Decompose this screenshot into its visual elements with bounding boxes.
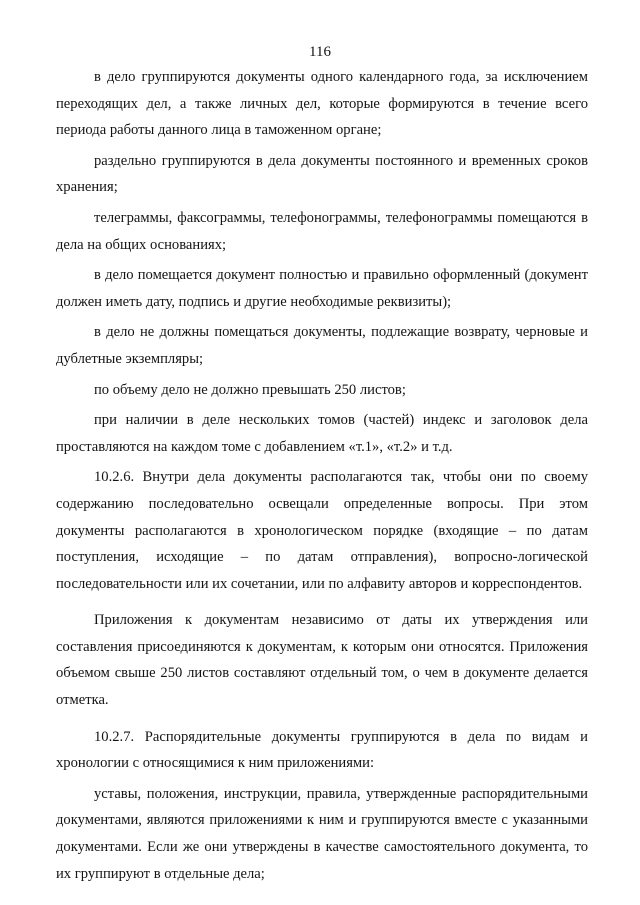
paragraph-2: раздельно группируются в дела документы постоянного и временных сроков хранения; [56,152,588,196]
paragraph-6: по объему дело не должно превышать 250 листов; [94,381,406,398]
paragraph-section-10-2-6: 10.2.6. Внутри дела документы располагаются так, чтобы они по своему содержанию последовательно освещали определенные вопросы. При этом документы располагаются в хронологическом порядке (входящие – по датам поступления, исходящие – по датам отправления), вопросно-логической последовательности или их сочетании, или по алфавиту авторов и корреспондентов. [56,469,588,592]
paragraph-3: телеграммы, факсограммы, телефонограммы, телефонограммы помещаются в дела на общих основаниях; [56,209,588,253]
paragraph-4: в дело помещается документ полностью и правильно оформленный (документ должен иметь дату, подпись и другие необходимые реквизиты); [56,267,588,310]
document-body [56,64,588,891]
paragraph-7: при наличии в деле нескольких томов (частей) индекс и заголовок дела проставляются на каждом томе с добавлением «т.1», «т.2» и т.д. [56,412,588,455]
paragraph-charters: уставы, положения, инструкции, правила, утвержденные распорядительными документами, являются приложениями к ним и группируются вместе с указанными документами. Если же они утверждены в качестве самостоятельного документа, то их группируют в отдельные дела; [56,785,588,882]
paragraph-1: в дело группируются документы одного календарного года, за исключением переходящих дел, а также личных дел, которые формируются в течение всего периода работы данного лица в таможенном органе; [56,69,588,139]
paragraph-attachments: Приложения к документам независимо от даты их утверждения или составления присоединяются к документам, к которым они относятся. Приложения объемом свыше 250 листов составляют отдельный том, о чем в документе делается отметка. [56,612,588,709]
paragraph-5: в дело не должны помещаться документы, подлежащие возврату, черновые и дублетные экземпляры; [56,324,588,367]
page-number: 116 [309,44,331,60]
paragraph-section-10-2-7: 10.2.7. Распорядительные документы группируются в дела по видам и хронологии с относящимися к ним приложениями: [56,728,588,772]
